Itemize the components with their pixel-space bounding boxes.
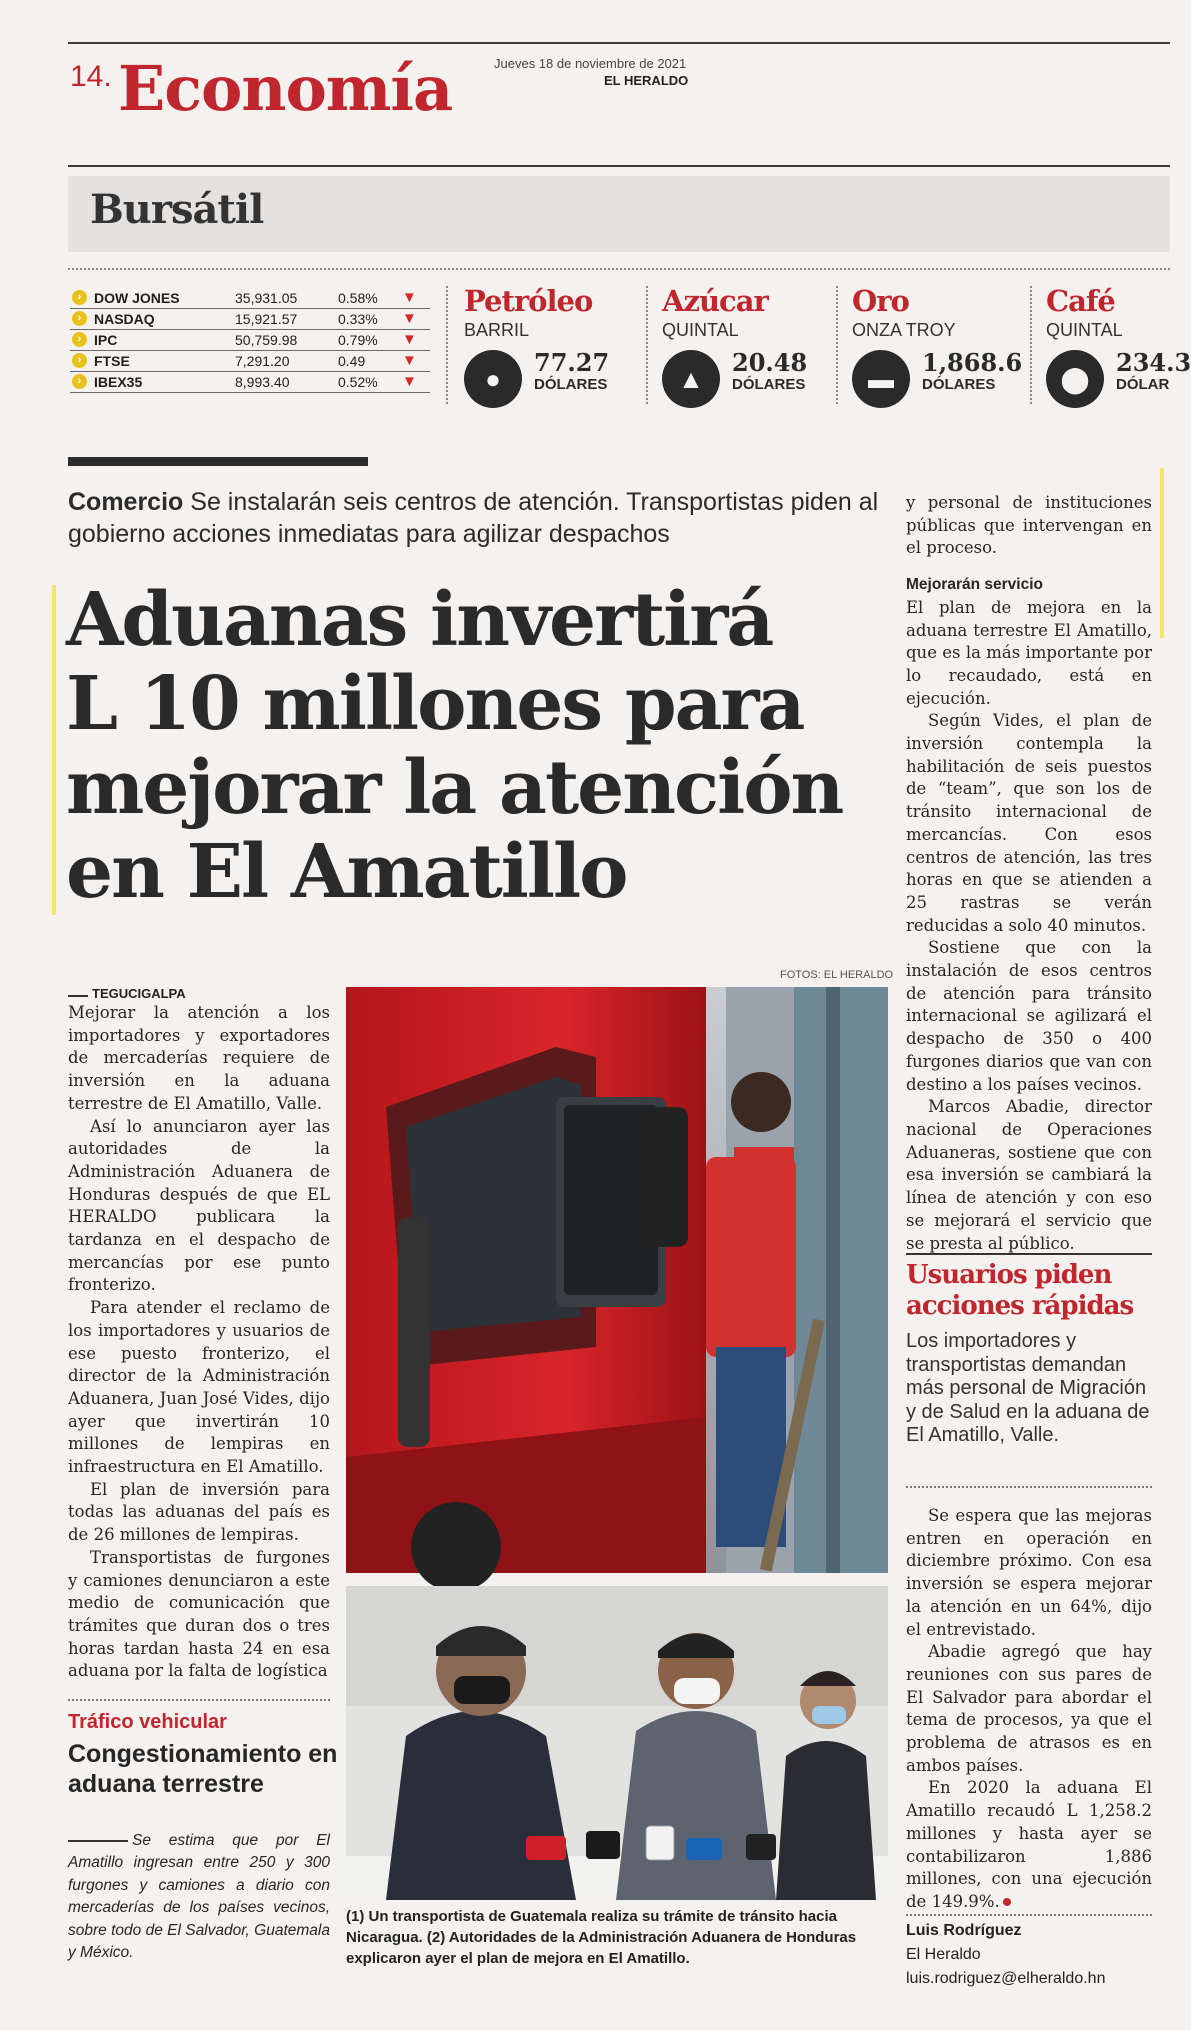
stock-row bbox=[70, 288, 430, 309]
market-title: Bursátil bbox=[90, 186, 264, 233]
stock-row bbox=[70, 309, 430, 330]
paragraph: y personal de instituciones públicas que intervengan en el proceso. bbox=[906, 493, 1152, 558]
sidebar-kicker: Tráfico vehicular bbox=[68, 1711, 227, 1733]
box-title: Usuarios piden acciones rápidas bbox=[906, 1260, 1134, 1321]
stock-value: 7,291.20 bbox=[235, 353, 290, 369]
paragraph: Se espera que las mejoras entren en operación en diciembre próximo. Con esa inversión se espera mejorar la atención en un 64%, dijo el entrevistado. bbox=[906, 1506, 1152, 1639]
article-column-3 bbox=[906, 492, 1152, 1255]
sidebar-title: Congestionamiento en aduana terrestre bbox=[68, 1740, 338, 1798]
commodity-value: 234.3 bbox=[1116, 348, 1191, 377]
stock-value: 35,931.05 bbox=[235, 290, 298, 306]
publication-name: EL HERALDO bbox=[604, 73, 689, 88]
stock-row bbox=[70, 372, 430, 393]
paragraph: Marcos Abadie, director nacional de Operaciones Aduaneras, sostiene que con esa inversión se cambiará la línea de atención y con eso se mejorará el servicio que se presta al público. bbox=[906, 1097, 1152, 1253]
commodity-oro bbox=[852, 284, 1042, 414]
commodity-currency: DÓLAR bbox=[1116, 376, 1170, 393]
kicker-label: Comercio bbox=[68, 488, 184, 516]
commodity-unit: BARRIL bbox=[464, 320, 530, 340]
commodity-currency: DÓLARES bbox=[922, 376, 996, 393]
commodity-unit: QUINTAL bbox=[662, 320, 739, 340]
chevron-right-icon: › bbox=[72, 353, 87, 368]
commodity-value: 1,868.6 bbox=[922, 348, 1023, 377]
commodity-divider bbox=[446, 286, 448, 404]
stock-table bbox=[70, 288, 430, 393]
paragraph bbox=[906, 1777, 1152, 1913]
commodity-name: Petróleo bbox=[464, 284, 593, 318]
paragraph: Abadie agregó que hay reuniones con sus pares de El Salvador para abordar el tema de procesos, ya que el problema de atrasos es en ambos países. bbox=[906, 1642, 1152, 1775]
sidebar-text-content: Se estima que por El Amatillo ingresan entre 250 y 300 furgones y camiones a diario con mercaderías de los países vecinos, sobre todo de El Salvador, Guatemala y México. bbox=[68, 1832, 330, 1962]
commodity-value: 20.48 bbox=[732, 348, 808, 377]
photo-credit: FOTOS: EL HERALDO bbox=[780, 969, 894, 981]
commodity-name: Oro bbox=[852, 284, 909, 318]
stock-name: IPC bbox=[94, 332, 118, 348]
commodity-divider bbox=[646, 286, 648, 404]
header-rule bbox=[68, 42, 1170, 44]
stock-row bbox=[70, 351, 430, 372]
arrow-down-icon: ▼ bbox=[402, 310, 417, 327]
author-dotted-rule bbox=[906, 1914, 1152, 1916]
page-number: 14. bbox=[70, 60, 112, 93]
article-column-1 bbox=[68, 1002, 330, 1683]
author-organization: El Heraldo bbox=[906, 1946, 981, 1963]
commodity-name: Café bbox=[1046, 284, 1115, 318]
dateline-rule bbox=[68, 995, 88, 997]
kicker-bar bbox=[68, 457, 368, 466]
commodity-value: 77.27 bbox=[534, 348, 610, 377]
author-name: Luis Rodríguez bbox=[906, 1922, 1022, 1939]
commodity-petroleo bbox=[464, 284, 654, 414]
paragraph: El plan de mejora en la aduana terrestre El Amatillo, que es la más importante por lo recaudado, está en ejecución. bbox=[906, 597, 1152, 708]
sidebar-dotted-rule bbox=[68, 1699, 330, 1701]
chevron-right-icon: › bbox=[72, 374, 87, 389]
commodity-currency: DÓLARES bbox=[534, 376, 608, 393]
commodity-cafe bbox=[1046, 284, 1191, 414]
photo-caption: (1) Un transportista de Guatemala realiza su trámite de tránsito hacia Nicaragua. (2) Autoridades de la Administración Aduanera de Honduras explicaron ayer el plan de mejora en El Amatillo. bbox=[346, 1908, 857, 1967]
commodity-azucar bbox=[662, 284, 852, 414]
stock-name: FTSE bbox=[94, 353, 130, 369]
gold-bar-icon: ▬ bbox=[852, 350, 910, 408]
stock-change: 0.79% bbox=[338, 332, 378, 348]
end-mark-icon bbox=[1003, 1898, 1011, 1906]
commodity-divider bbox=[836, 286, 838, 404]
header-divider bbox=[68, 165, 1170, 167]
paragraph: Sostiene que con la instalación de esos centros de atención para tránsito internacional se agilizará el despacho de 350 o 400 furgones diarios que van con destino a los países vecinos. bbox=[906, 938, 1152, 1094]
paragraph: El plan de inversión para todas las aduanas del país es de 26 millones de lempiras. bbox=[68, 1479, 330, 1545]
commodity-name: Azúcar bbox=[662, 284, 768, 318]
chevron-right-icon: › bbox=[72, 311, 87, 326]
stock-name: DOW JONES bbox=[94, 290, 180, 306]
kicker-text: Se instalarán seis centros de atención. Transportistas piden al gobierno acciones inmediatas para agilizar despachos bbox=[68, 488, 879, 548]
arrow-down-icon: ▼ bbox=[402, 373, 417, 390]
paragraph: Transportistas de furgones y camiones denunciaron a este medio de comunicación que trámites que duran dos o tres horas tardan hasta 24 en esa aduana por la falta de logística bbox=[68, 1547, 330, 1681]
stock-change: 0.52% bbox=[338, 374, 378, 390]
paragraph-text: En 2020 la aduana El Amatillo recaudó L 1,258.2 millones y hasta ayer se contabilizaron 1,886 millones, con una ejecución de 149.9%. bbox=[906, 1778, 1152, 1911]
highlight-mark bbox=[1160, 468, 1164, 638]
stock-name: NASDAQ bbox=[94, 311, 155, 327]
chevron-right-icon: › bbox=[72, 290, 87, 305]
stock-change: 0.33% bbox=[338, 311, 378, 327]
stock-value: 50,759.98 bbox=[235, 332, 298, 348]
arrow-down-icon: ▼ bbox=[402, 331, 417, 348]
arrow-down-icon: ▼ bbox=[402, 289, 417, 306]
photo-truck bbox=[346, 987, 888, 1573]
paragraph: Según Vides, el plan de inversión contempla la habilitación de seis puestos de “team”, que son los de tránsito internacional de mercancías. Con esos centros de atención, las tres horas en que se atienden a 25 rastras se verán reducidas a solo 40 minutos. bbox=[906, 711, 1152, 935]
section-title: Economía bbox=[118, 52, 453, 125]
stock-change: 0.58% bbox=[338, 290, 378, 306]
sidebar-rule bbox=[68, 1840, 128, 1842]
article-column-3-continued bbox=[906, 1505, 1152, 1914]
paragraph: Así lo anunciaron ayer las autoridades de la Administración Aduanera de Honduras después de que EL HERALDO publicara la tardanza en el despacho de mercancías por ese punto fronterizo. bbox=[68, 1116, 330, 1295]
paragraph: Mejorar la atención a los importadores y exportadores de mercaderías requiere de inversión en la aduana terrestre de El Amatillo, Valle. bbox=[68, 1003, 330, 1113]
highlight-mark bbox=[52, 585, 56, 915]
chevron-right-icon: › bbox=[72, 332, 87, 347]
headline-line: Aduanas invertirá bbox=[66, 577, 773, 663]
headline-line: mejorar la atención bbox=[66, 745, 843, 831]
headline-line: L 10 millones para bbox=[66, 661, 804, 747]
headline-line: en El Amatillo bbox=[66, 829, 627, 915]
sidebar-text bbox=[68, 1830, 330, 1964]
stock-value: 8,993.40 bbox=[235, 374, 290, 390]
coffee-bean-icon: ⬤ bbox=[1046, 350, 1104, 408]
box-text: Los importadores y transportistas demandan más personal de Migración y de Salud en la aduana de El Amatillo, Valle. bbox=[906, 1330, 1150, 1447]
article-kicker bbox=[68, 486, 888, 550]
sugar-sack-icon: ▲ bbox=[662, 350, 720, 408]
stock-name: IBEX35 bbox=[94, 374, 143, 390]
box-rule bbox=[906, 1253, 1152, 1255]
commodity-unit: QUINTAL bbox=[1046, 320, 1123, 340]
subhead: Mejorarán servicio bbox=[906, 576, 1043, 594]
stock-value: 15,921.57 bbox=[235, 311, 298, 327]
commodity-currency: DÓLARES bbox=[732, 376, 806, 393]
stock-row bbox=[70, 330, 430, 351]
stock-change: 0.49 bbox=[338, 353, 366, 369]
headline bbox=[66, 578, 896, 914]
publication-date: Jueves 18 de noviembre de 2021 bbox=[494, 56, 687, 71]
dateline: TEGUCIGALPA bbox=[92, 986, 186, 1001]
commodity-divider bbox=[1030, 286, 1032, 404]
commodity-unit: ONZA TROY bbox=[852, 320, 956, 340]
oil-drop-icon: ● bbox=[464, 350, 522, 408]
arrow-down-icon: ▼ bbox=[402, 352, 417, 369]
market-dotted-rule bbox=[68, 268, 1170, 270]
author-email[interactable]: luis.rodriguez@elheraldo.hn bbox=[906, 1970, 1106, 1987]
photo-press-conference bbox=[346, 1586, 888, 1900]
paragraph: Para atender el reclamo de los importadores y usuarios de ese puesto fronterizo, el director de la Administración Aduanera, Juan José Vides, dijo ayer que invertirán 10 millones de lempiras en infraestructura en El Amatillo. bbox=[68, 1298, 330, 1477]
box-dotted-rule bbox=[906, 1486, 1152, 1488]
